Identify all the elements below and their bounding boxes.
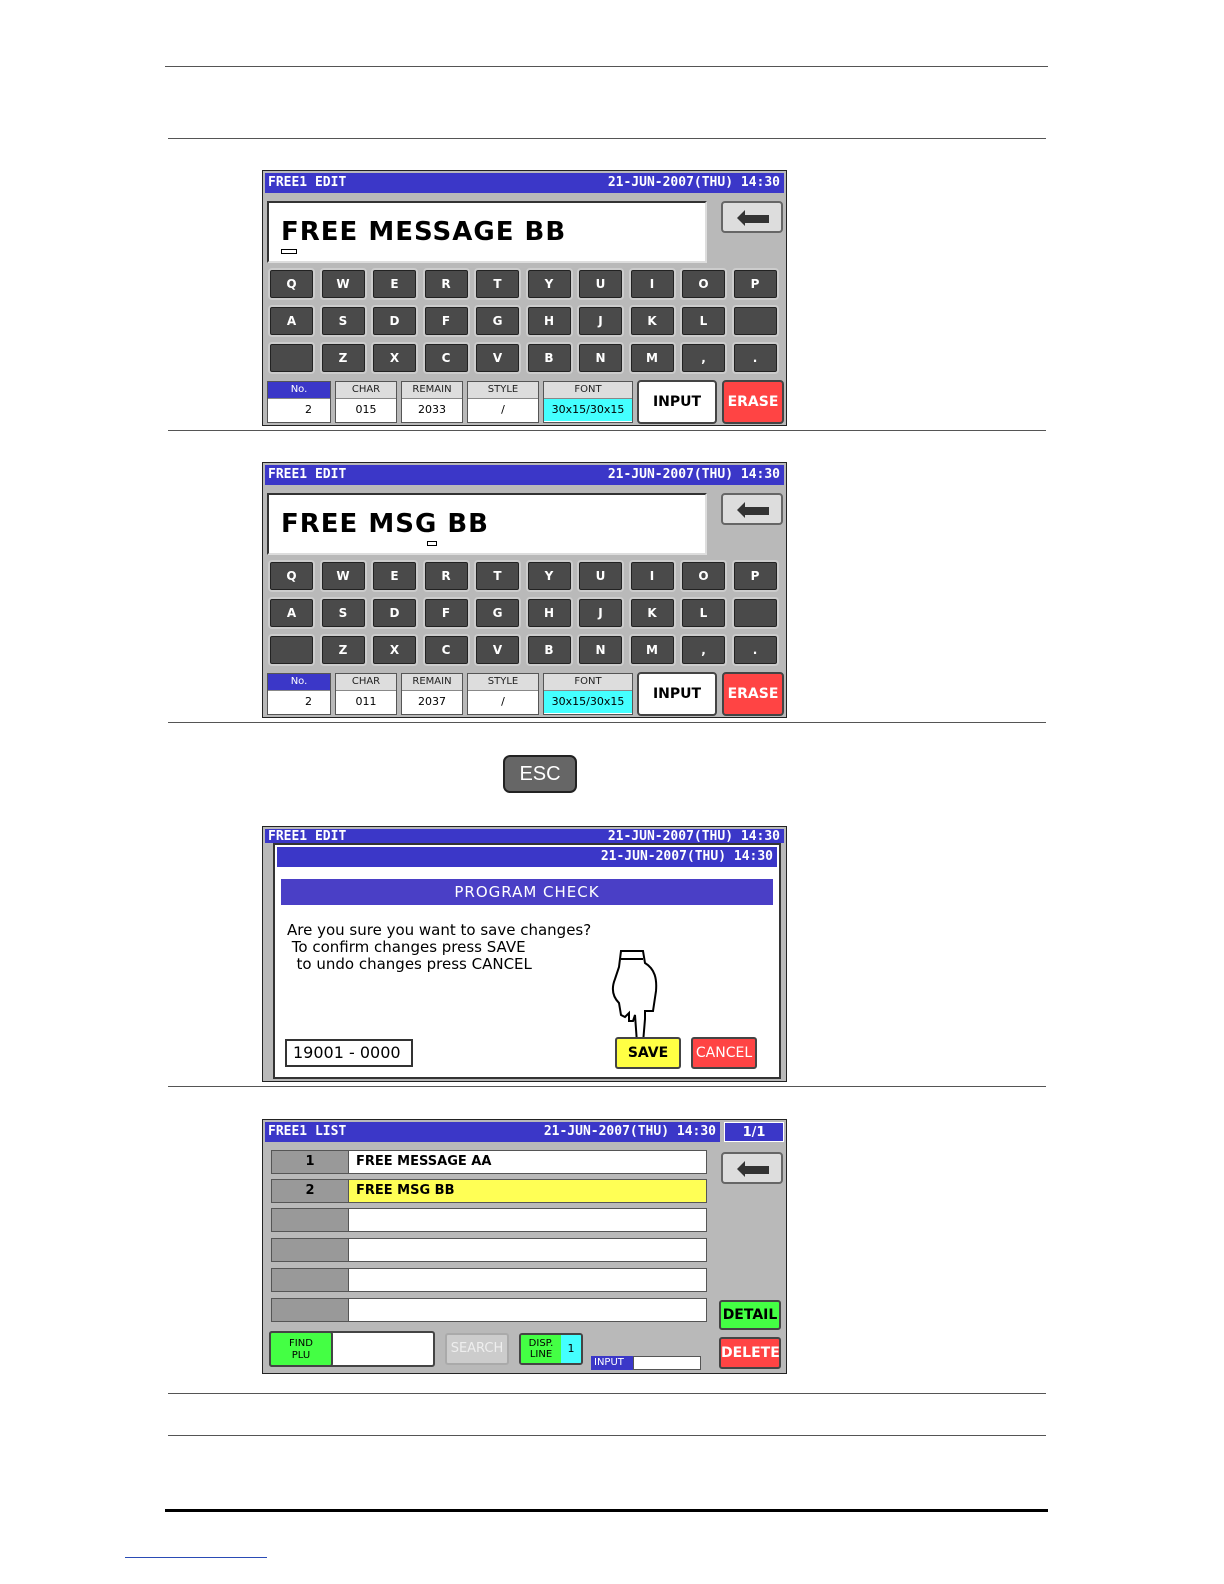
- key-D[interactable]: D: [371, 597, 418, 629]
- key-blank[interactable]: [732, 305, 779, 337]
- key-blank[interactable]: [732, 597, 779, 629]
- disp-label-1: DISP.: [528, 1338, 554, 1349]
- confirm-save-hint: To confirm changes press SAVE: [287, 938, 526, 956]
- key-V[interactable]: V: [474, 634, 521, 666]
- key-W[interactable]: W: [320, 268, 367, 300]
- back-arrow-icon: [735, 500, 773, 520]
- key-U[interactable]: U: [577, 268, 624, 300]
- confirm-question: Are you sure you want to save changes?: [287, 921, 592, 939]
- font-field[interactable]: [543, 381, 633, 423]
- key-K[interactable]: K: [629, 597, 676, 629]
- font-field[interactable]: [543, 673, 633, 715]
- key-M[interactable]: M: [629, 342, 676, 374]
- dialog-title: PROGRAM CHECK: [281, 879, 773, 905]
- list-row-empty[interactable]: [271, 1208, 707, 1232]
- key-F[interactable]: F: [423, 305, 470, 337]
- key-U[interactable]: U: [577, 560, 624, 592]
- char-value: 015: [355, 403, 377, 416]
- pointing-hand-icon: [609, 949, 661, 1045]
- key-blank[interactable]: [268, 342, 315, 374]
- message-text: FREE MSG BB: [281, 509, 489, 539]
- back-button[interactable]: [721, 493, 783, 525]
- dialog-datetime: 21-JUN-2007(THU) 14:30: [277, 847, 777, 867]
- screen-title: FREE1 LIST: [268, 1124, 347, 1139]
- rule: [168, 1086, 1046, 1087]
- key-T[interactable]: T: [474, 268, 521, 300]
- back-arrow-icon: [735, 1159, 773, 1179]
- title-bar: [265, 1122, 720, 1142]
- row-name: FREE MSG BB: [356, 1183, 455, 1198]
- row-name: FREE MESSAGE AA: [356, 1154, 492, 1169]
- row-number: [272, 1209, 349, 1231]
- row-number: [272, 1299, 349, 1321]
- key-comma[interactable]: ,: [680, 634, 727, 666]
- key-E[interactable]: E: [371, 560, 418, 592]
- key-M[interactable]: M: [629, 634, 676, 666]
- key-A[interactable]: A: [268, 597, 315, 629]
- key-L[interactable]: L: [680, 305, 727, 337]
- key-S[interactable]: S: [320, 597, 367, 629]
- cancel-button[interactable]: CANCEL: [691, 1037, 757, 1069]
- title-bar: [265, 465, 784, 485]
- key-H[interactable]: H: [526, 597, 573, 629]
- key-G[interactable]: G: [474, 597, 521, 629]
- bottom-rule: [165, 1509, 1048, 1512]
- back-arrow-icon: [735, 208, 773, 228]
- page-indicator: 1/1: [724, 1122, 784, 1142]
- input-button[interactable]: INPUT: [637, 380, 717, 424]
- style-field[interactable]: [467, 673, 539, 715]
- key-I[interactable]: I: [629, 560, 676, 592]
- style-label: STYLE: [468, 674, 538, 691]
- screen-title: FREE1 EDIT: [268, 467, 347, 482]
- back-button[interactable]: [721, 201, 783, 233]
- input-button[interactable]: INPUT: [637, 672, 717, 716]
- key-R[interactable]: R: [423, 268, 470, 300]
- screen-title: FREE1 EDIT: [268, 175, 347, 190]
- key-I[interactable]: I: [629, 268, 676, 300]
- footer-link-underline: [125, 1557, 267, 1558]
- key-J[interactable]: J: [577, 305, 624, 337]
- font-value: 30x15/30x15: [544, 399, 632, 421]
- key-O[interactable]: O: [680, 560, 727, 592]
- rule: [168, 722, 1046, 723]
- datetime: 21-JUN-2007(THU) 14:30: [543, 1124, 716, 1139]
- key-C[interactable]: C: [423, 342, 470, 374]
- background-datetime: 21-JUN-2007(THU) 14:30: [607, 829, 780, 843]
- key-Z[interactable]: Z: [320, 634, 367, 666]
- char-field: [335, 673, 397, 715]
- text-cursor: [427, 541, 437, 546]
- key-T[interactable]: T: [474, 560, 521, 592]
- key-Q[interactable]: Q: [268, 560, 315, 592]
- title-bar: [265, 173, 784, 193]
- find-plu-button[interactable]: [269, 1331, 333, 1367]
- no-label: No.: [268, 674, 330, 691]
- row-number: [272, 1239, 349, 1261]
- erase-button[interactable]: ERASE: [722, 380, 784, 424]
- delete-button[interactable]: DELETE: [719, 1337, 781, 1369]
- remain-label: REMAIN: [402, 382, 462, 399]
- rule: [168, 1435, 1046, 1436]
- key-C[interactable]: C: [423, 634, 470, 666]
- font-label: FONT: [544, 382, 632, 399]
- program-code: 19001 - 0000: [285, 1039, 413, 1067]
- save-button[interactable]: SAVE: [615, 1037, 681, 1069]
- find-plu-label-1: FIND: [289, 1338, 313, 1349]
- list-row-empty[interactable]: [271, 1268, 707, 1292]
- key-X[interactable]: X: [371, 634, 418, 666]
- key-L[interactable]: L: [680, 597, 727, 629]
- remain-label: REMAIN: [402, 674, 462, 691]
- remain-field: [401, 673, 463, 715]
- key-Y[interactable]: Y: [526, 560, 573, 592]
- key-E[interactable]: E: [371, 268, 418, 300]
- disp-label-2: LINE: [529, 1349, 553, 1360]
- key-R[interactable]: R: [423, 560, 470, 592]
- message-text: FREE MESSAGE BB: [281, 217, 567, 247]
- list-row-1[interactable]: [271, 1150, 707, 1174]
- key-D[interactable]: D: [371, 305, 418, 337]
- list-row-2[interactable]: [271, 1179, 707, 1203]
- message-text-field[interactable]: [267, 493, 707, 555]
- key-B[interactable]: B: [526, 342, 573, 374]
- erase-button[interactable]: ERASE: [722, 672, 784, 716]
- confirm-cancel-hint: to undo changes press CANCEL: [287, 955, 532, 973]
- key-P[interactable]: P: [732, 560, 779, 592]
- key-period[interactable]: .: [732, 634, 779, 666]
- style-field[interactable]: [467, 381, 539, 423]
- disp-line-value: 1: [561, 1335, 581, 1363]
- no-field: [267, 673, 331, 715]
- key-V[interactable]: V: [474, 342, 521, 374]
- detail-button[interactable]: DETAIL: [719, 1300, 781, 1330]
- row-number: [272, 1269, 349, 1291]
- key-G[interactable]: G: [474, 305, 521, 337]
- esc-key[interactable]: ESC: [503, 755, 577, 793]
- list-row-empty[interactable]: [271, 1238, 707, 1262]
- font-value: 30x15/30x15: [544, 691, 632, 713]
- program-check-dialog: [273, 843, 781, 1079]
- key-Y[interactable]: Y: [526, 268, 573, 300]
- rule: [168, 1393, 1046, 1394]
- background-title: FREE1 EDIT: [268, 829, 347, 843]
- message-text-field[interactable]: [267, 201, 707, 263]
- input-indicator-bar: [633, 1356, 701, 1370]
- key-J[interactable]: J: [577, 597, 624, 629]
- font-label: FONT: [544, 674, 632, 691]
- row-number: 1: [272, 1151, 349, 1173]
- no-label: No.: [268, 382, 330, 399]
- find-plu-group: [269, 1331, 435, 1367]
- no-field: [267, 381, 331, 423]
- key-S[interactable]: S: [320, 305, 367, 337]
- style-value: /: [501, 403, 505, 416]
- datetime: 21-JUN-2007(THU) 14:30: [607, 467, 780, 482]
- key-X[interactable]: X: [371, 342, 418, 374]
- free-list-screen: [262, 1119, 787, 1374]
- datetime: 21-JUN-2007(THU) 14:30: [607, 175, 780, 190]
- key-P[interactable]: P: [732, 268, 779, 300]
- char-field: [335, 381, 397, 423]
- char-label: CHAR: [336, 382, 396, 399]
- style-value: /: [501, 695, 505, 708]
- key-blank[interactable]: [268, 634, 315, 666]
- key-Z[interactable]: Z: [320, 342, 367, 374]
- key-O[interactable]: O: [680, 268, 727, 300]
- no-value: 2: [305, 695, 312, 708]
- char-label: CHAR: [336, 674, 396, 691]
- key-N[interactable]: N: [577, 634, 624, 666]
- remain-field: [401, 381, 463, 423]
- style-label: STYLE: [468, 382, 538, 399]
- back-button[interactable]: [721, 1152, 783, 1184]
- remain-value: 2033: [418, 403, 446, 416]
- key-A[interactable]: A: [268, 305, 315, 337]
- key-H[interactable]: H: [526, 305, 573, 337]
- find-plu-label-2: PLU: [291, 1350, 311, 1361]
- list-row-empty[interactable]: [271, 1298, 707, 1322]
- top-rule: [165, 66, 1048, 67]
- disp-line-group[interactable]: [519, 1333, 583, 1365]
- key-comma[interactable]: ,: [680, 342, 727, 374]
- input-indicator-label: INPUT: [591, 1356, 633, 1370]
- key-period[interactable]: .: [732, 342, 779, 374]
- background-title-bar: [265, 829, 784, 843]
- remain-value: 2037: [418, 695, 446, 708]
- rule: [168, 430, 1046, 431]
- free-edit-screen-1: [262, 170, 787, 426]
- key-F[interactable]: F: [423, 597, 470, 629]
- disp-line-label: [521, 1335, 561, 1363]
- row-number: 2: [272, 1180, 349, 1202]
- key-B[interactable]: B: [526, 634, 573, 666]
- rule: [168, 138, 1046, 139]
- key-W[interactable]: W: [320, 560, 367, 592]
- key-K[interactable]: K: [629, 305, 676, 337]
- text-cursor: [281, 249, 297, 254]
- free-edit-screen-2: [262, 462, 787, 718]
- program-check-screen: [262, 826, 787, 1082]
- no-value: 2: [305, 403, 312, 416]
- key-N[interactable]: N: [577, 342, 624, 374]
- key-Q[interactable]: Q: [268, 268, 315, 300]
- search-button[interactable]: SEARCH: [445, 1333, 509, 1365]
- char-value: 011: [355, 695, 377, 708]
